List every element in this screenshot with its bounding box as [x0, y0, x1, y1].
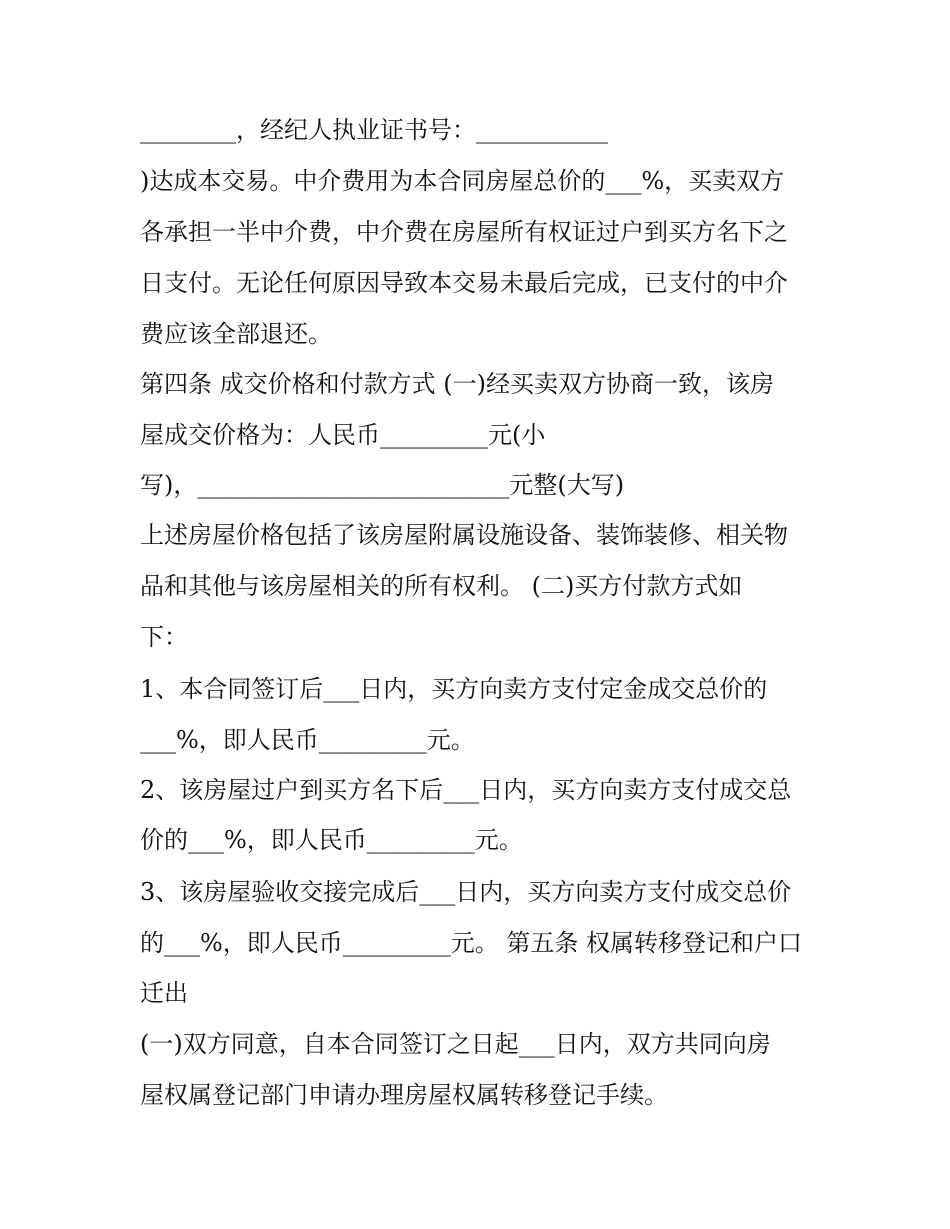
text-line: 费应该全部退还。 [140, 320, 332, 348]
text-line: 品和其他与该房屋相关的所有权利。 (二)买方付款方式如 [140, 572, 743, 600]
text-line: ___%，即人民币_________元。 [140, 726, 475, 754]
text-line: 写)，__________________________元整(大写) [140, 471, 625, 499]
text-line: ________，经纪人执业证书号：___________ [140, 116, 608, 144]
text-line: 3、该房屋验收交接完成后___日内，买方向卖方支付成交总价 [140, 878, 792, 906]
text-line: 第四条 成交价格和付款方式 (一)经买卖双方协商一致，该房 [140, 370, 774, 398]
text-line: 1、本合同签订后___日内，买方向卖方支付定金成交总价的 [140, 675, 768, 703]
text-line: 屋成交价格为：人民币_________元(小 [140, 421, 546, 449]
text-line: (一)双方同意，自本合同签订之日起___日内，双方共同向房 [140, 1030, 771, 1058]
text-line: 价的___%，即人民币_________元。 [140, 826, 523, 854]
text-line: )达成本交易。中介费用为本合同房屋总价的___%，买卖双方 [140, 167, 785, 195]
text-line: 的___%，即人民币_________元。 第五条 权属转移登记和户口 [140, 929, 803, 957]
text-line: 迁出 [140, 979, 188, 1007]
text-line: 日支付。无论任何原因导致本交易未最后完成，已支付的中介 [140, 269, 788, 297]
text-line: 2、该房屋过户到买方名下后___日内，买方向卖方支付成交总 [140, 776, 792, 804]
text-line: 屋权属登记部门申请办理房屋权属转移登记手续。 [140, 1081, 668, 1109]
text-line: 下： [140, 623, 188, 651]
text-line: 上述房屋价格包括了该房屋附属设施设备、装饰装修、相关物 [140, 521, 788, 549]
text-line: 各承担一半中介费，中介费在房屋所有权证过户到买方名下之 [140, 218, 788, 246]
